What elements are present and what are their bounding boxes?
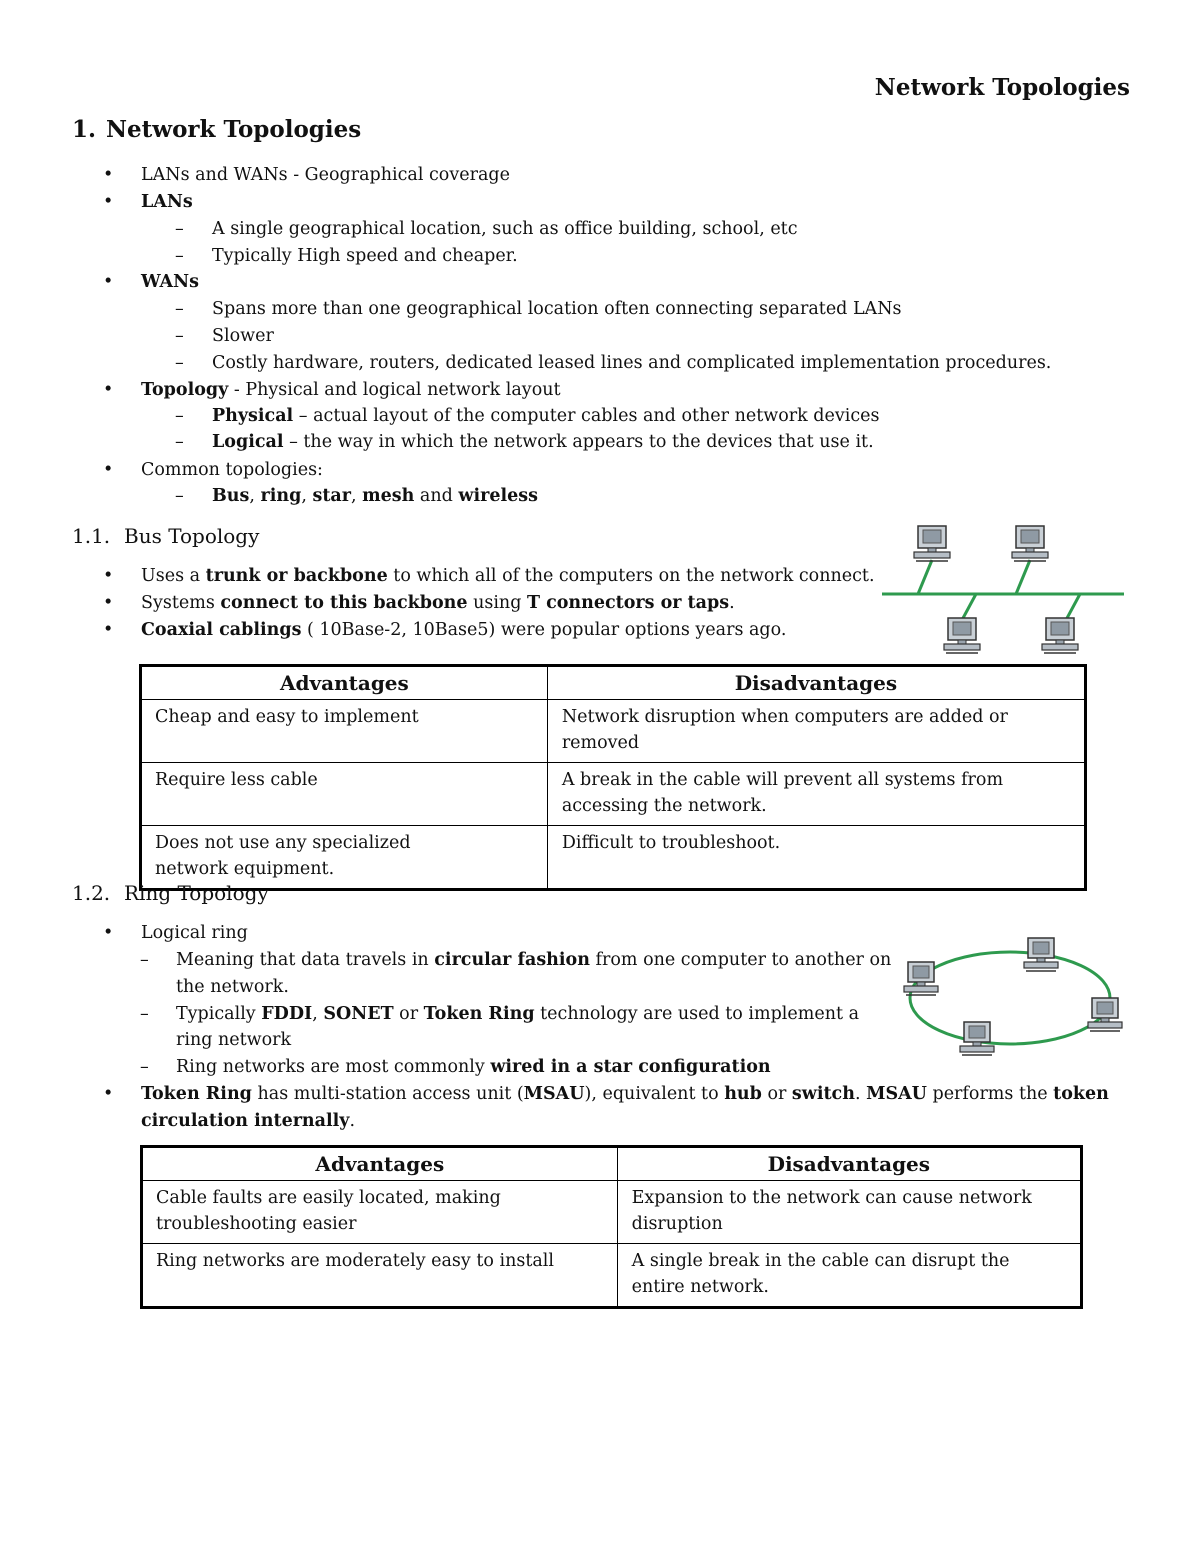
list-item: • Systems connect to this backbone using T connectors or taps. xyxy=(103,593,735,613)
table-row xyxy=(141,826,1086,890)
section-number: 1. xyxy=(72,116,97,143)
computer-icon xyxy=(944,618,980,653)
list-item: – Spans more than one geographical location often connecting separated LANs xyxy=(175,299,902,319)
list-item-continuation: ring network xyxy=(176,1030,292,1050)
list-item: • Token Ring has multi-station access unit (MSAU), equivalent to hub or switch. MSAU performs the token xyxy=(103,1084,1109,1104)
table-cell: Require less cable xyxy=(141,763,548,826)
computer-icon xyxy=(914,526,950,561)
table-cell: A break in the cable will prevent all systems from accessing the network. xyxy=(547,763,1085,826)
bus-tap xyxy=(962,594,976,620)
list-item: • LANs xyxy=(103,192,193,212)
computer-icon xyxy=(1042,618,1078,653)
bus-topology-diagram xyxy=(880,520,1128,662)
list-item-continuation: the network. xyxy=(176,977,289,997)
table-cell: Expansion to the network can cause network disruption xyxy=(617,1181,1081,1244)
advantages-header: Advantages xyxy=(141,666,548,700)
advantages-header: Advantages xyxy=(142,1147,618,1181)
computer-icon xyxy=(1012,526,1048,561)
table-header-row xyxy=(141,666,1086,700)
list-item: – Bus, ring, star, mesh and wireless xyxy=(175,486,538,506)
bus-tap xyxy=(1016,560,1030,594)
list-item: – Ring networks are most commonly wired in a star configuration xyxy=(140,1057,771,1077)
list-item: – Physical – actual layout of the computer cables and other network devices xyxy=(175,406,880,426)
section-title: Network Topologies xyxy=(106,116,362,143)
computer-icon xyxy=(1088,998,1122,1031)
list-item: • LANs and WANs - Geographical coverage xyxy=(103,165,510,185)
table-header-row xyxy=(142,1147,1082,1181)
list-item: – A single geographical location, such as office building, school, etc xyxy=(175,219,798,239)
table-cell: Cheap and easy to implement xyxy=(141,700,548,763)
page-header: Network Topologies xyxy=(874,74,1130,101)
list-item: • Coaxial cablings ( 10Base-2, 10Base5) were popular options years ago. xyxy=(103,620,787,640)
ring-topology-diagram xyxy=(898,928,1126,1062)
list-item: • WANs xyxy=(103,272,199,292)
ring-topology-heading: 1.2. Ring Topology xyxy=(72,881,269,905)
table-row xyxy=(142,1244,1082,1308)
list-item: • Logical ring xyxy=(103,923,248,943)
disadvantages-header: Disadvantages xyxy=(547,666,1085,700)
ring-advantages-table xyxy=(140,1145,1083,1309)
ring-cable xyxy=(910,952,1110,1044)
list-item: • Uses a trunk or backbone to which all of the computers on the network connect. xyxy=(103,566,875,586)
computer-icon xyxy=(1024,938,1058,971)
table-row xyxy=(141,700,1086,763)
table-cell: Does not use any specialized network equipment. xyxy=(141,826,548,890)
list-item: – Typically High speed and cheaper. xyxy=(175,246,518,266)
table-cell: Ring networks are moderately easy to install xyxy=(142,1244,618,1308)
bus-advantages-table xyxy=(139,664,1087,891)
section-1-heading xyxy=(72,116,361,143)
bus-tap xyxy=(918,560,932,594)
list-item: – Typically FDDI, SONET or Token Ring technology are used to implement a xyxy=(140,1004,859,1024)
table-row xyxy=(142,1181,1082,1244)
list-item: • Topology - Physical and logical network layout xyxy=(103,380,561,400)
list-item: – Costly hardware, routers, dedicated leased lines and complicated implementation procedures. xyxy=(175,353,1052,373)
list-item: – Meaning that data travels in circular fashion from one computer to another on xyxy=(140,950,892,970)
list-item-continuation: circulation internally. xyxy=(141,1111,356,1131)
table-cell: Network disruption when computers are added or removed xyxy=(547,700,1085,763)
bus-topology-heading: 1.1. Bus Topology xyxy=(72,524,260,548)
computer-icon xyxy=(960,1022,994,1055)
table-cell: A single break in the cable can disrupt the entire network. xyxy=(617,1244,1081,1308)
list-item: – Logical – the way in which the network appears to the devices that use it. xyxy=(175,432,874,452)
computer-icon xyxy=(904,962,938,995)
list-item: – Slower xyxy=(175,326,274,346)
disadvantages-header: Disadvantages xyxy=(617,1147,1081,1181)
list-item: • Common topologies: xyxy=(103,460,323,480)
bus-tap xyxy=(1066,594,1080,620)
table-cell: Difficult to troubleshoot. xyxy=(547,826,1085,890)
table-cell: Cable faults are easily located, making troubleshooting easier xyxy=(142,1181,618,1244)
table-row xyxy=(141,763,1086,826)
